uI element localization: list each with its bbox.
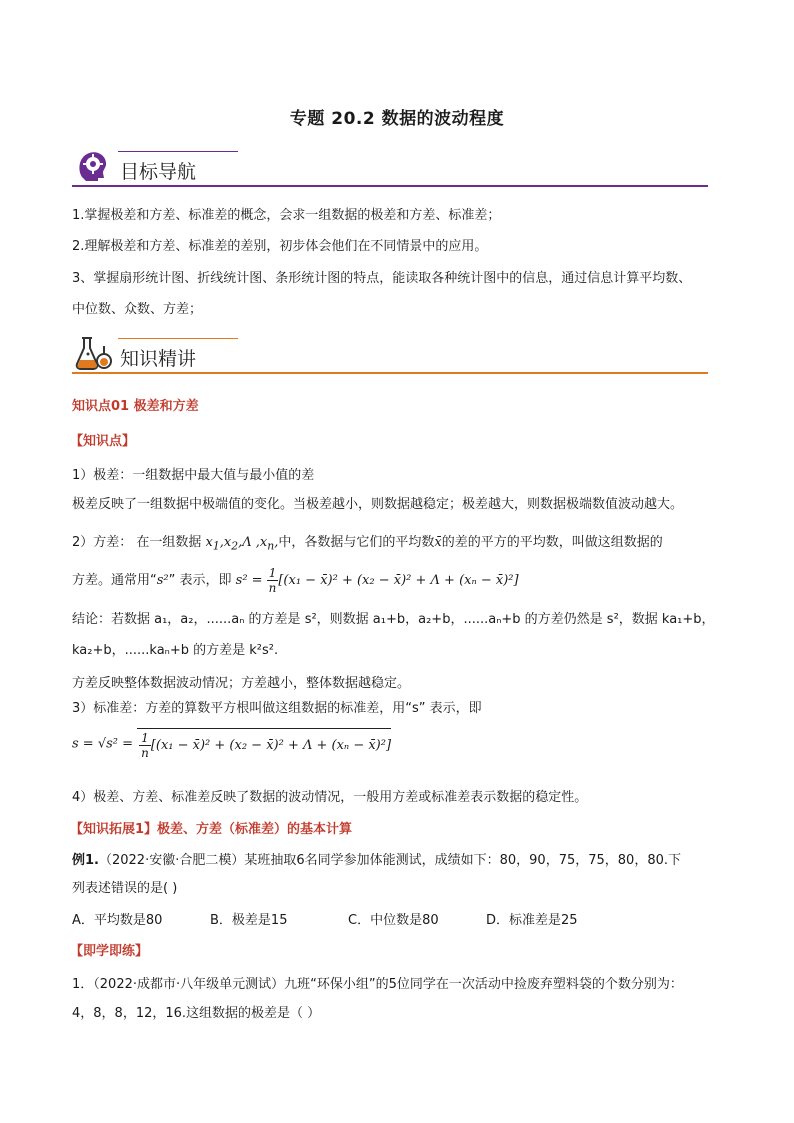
variance-def-part-a: 2）方差： 在一组数据 xyxy=(72,535,202,550)
variance-def-part-b: 中，各数据与它们的平均数 xyxy=(278,535,435,550)
goal-item-3-cont: 中位数、众数、方差； xyxy=(72,302,203,317)
variance-line2-a: 方差。通常用“ xyxy=(72,573,157,588)
range-definition: 1）极差：一组数据中最大值与最小值的差 xyxy=(72,468,315,483)
fraction-one-over-n: $\frac{1}{n}$ xyxy=(268,566,277,595)
banner-top-line xyxy=(118,338,238,339)
variance-formula-line xyxy=(72,566,519,595)
option-d: D．标准差是25 xyxy=(486,913,578,928)
std-formula-line xyxy=(72,728,391,760)
range-note: 极差反映了一组数据中极端值的变化。当极差越小，则数据越稳定；极差越大，则数据极端数值波动越大。 xyxy=(72,497,684,512)
practice-tag: 【即学即练】 xyxy=(70,944,149,959)
variance-note: 方差反映整体数据波动情况；方差越小，整体数据越稳定。 xyxy=(72,676,411,691)
brain-gear-icon xyxy=(74,147,112,185)
banner-underline xyxy=(72,185,708,187)
question-1-line-2: 4，8，8，12，16.这组数据的极差是（ ） xyxy=(72,1006,321,1021)
extension-title: 极差、方差（标准差）的基本计算 xyxy=(157,822,353,837)
page-title: 专题 20.2 数据的波动程度 xyxy=(289,109,505,129)
lab-flask-icon xyxy=(74,334,114,372)
banner-underline xyxy=(72,372,708,374)
extension-heading xyxy=(70,821,352,839)
banner-knowledge-label: 知识精讲 xyxy=(120,348,197,370)
mean-symbol: x̄ xyxy=(434,535,442,550)
example-line-2: 列表述错误的是( ) xyxy=(72,881,178,896)
banner-goals-label: 目标导航 xyxy=(120,161,197,183)
banner-top-line xyxy=(118,151,238,152)
variance-def-part-c: 的差的平方的平均数，叫做这组数据的 xyxy=(441,535,663,550)
goal-item-2: 2.理解极差和方差、标准差的差别，初步体会他们在不同情景中的应用。 xyxy=(72,239,488,254)
variance-lhs: s² = xyxy=(235,573,263,588)
data-set-symbols: $x_1,x_2,\Lambda$ $,x_n$, xyxy=(205,535,279,553)
question-1-line-1: 1．（2022·成都市·八年级单元测试）九班“环保小组”的5位同学在一次活动中捡废弃塑料袋的个数分别为： xyxy=(72,977,683,992)
std-formula: [(x₁ − x̄)² + (x₂ − x̄)² + Λ + (xₙ − x̄)²] xyxy=(150,738,392,753)
option-c: C．中位数是80 xyxy=(348,913,439,928)
knowledge-tag: 【知识点】 xyxy=(70,434,136,449)
banner-knowledge xyxy=(72,332,712,376)
goal-item-3: 3、掌握扇形统计图、折线统计图、条形统计图的特点，能读取各种统计图中的信息，通过信息计算平均数、 xyxy=(72,271,692,286)
variance-formula: [(x₁ − x̄)² + (x₂ − x̄)² + Λ + (xₙ − x̄)²] xyxy=(278,573,519,588)
banner-goals xyxy=(72,145,712,189)
conclusion-line-2: ka₂+b，......kaₙ+b 的方差是 k²s². xyxy=(72,643,279,658)
conclusion-line-1: 结论：若数据 a₁，a₂，......aₙ 的方差是 s²，则数据 a₁+b，a₂+b，......aₙ+b 的方差仍然是 s²，数据 ka₁+b， xyxy=(72,612,715,627)
sqrt-bar xyxy=(137,728,391,760)
knowledge-point-title: 知识点01 极差和方差 xyxy=(72,399,199,414)
std-lhs: s = √s² = xyxy=(72,736,134,752)
example-text: （2022·安徽·合肥二模）某班抽取6名同学参加体能测试，成绩如下：80，90，75，75，80，80.下 xyxy=(98,853,681,868)
example-label: 例1. xyxy=(72,853,99,868)
std-definition: 3）标准差：方差的算数平方根叫做这组数据的标准差，用“s” 表示，即 xyxy=(72,701,482,716)
option-b: B．极差是15 xyxy=(210,913,288,928)
variance-line2-b: ” 表示，即 xyxy=(168,573,232,588)
option-a: A．平均数是80 xyxy=(72,913,163,928)
extension-tag: 【知识拓展1】 xyxy=(70,822,158,837)
variance-definition xyxy=(72,534,663,556)
fraction-one-over-n: $\frac{1}{n}$ xyxy=(141,731,149,760)
goal-item-1: 1.掌握极差和方差、标准差的概念，会求一组数据的极差和方差、标准差； xyxy=(72,208,501,223)
s-squared-symbol: s² xyxy=(156,573,169,588)
summary-line: 4）极差、方差、标准差反映了数据的波动情况，一般用方差或标准差表示数据的稳定性。 xyxy=(72,790,588,805)
example-line-1 xyxy=(72,852,681,870)
